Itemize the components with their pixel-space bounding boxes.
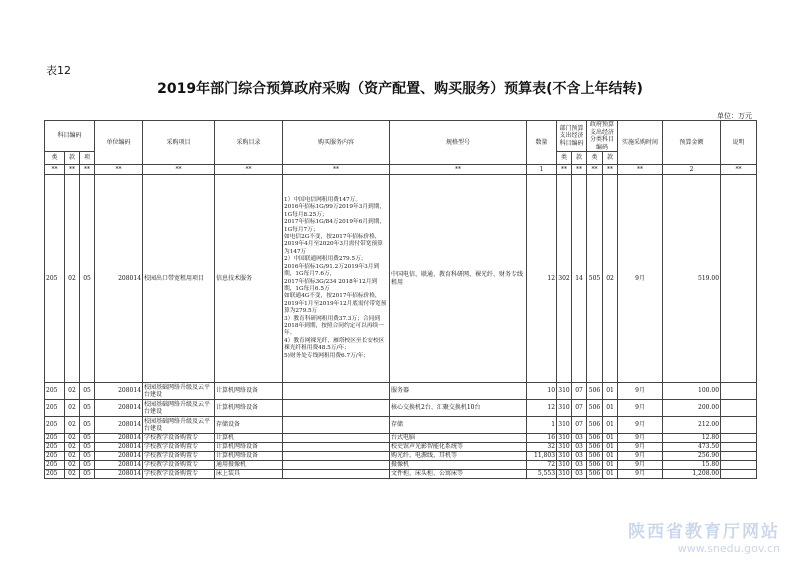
cell-dept-kuan: 03 [572,434,587,443]
cell-dept-kuan: 07 [572,400,587,417]
cell-project: 学校教学设备购置专 [143,443,215,452]
cell-amount: 200.00 [663,400,721,417]
header-project: 采购项目 [143,121,215,165]
cell-unit-code: 208014 [95,443,143,452]
cell-spec: 摄像机 [390,461,527,470]
unit-label: 单位：万元 [717,112,752,120]
cell-xiang: 05 [80,443,95,452]
marker-cell: ** [603,165,618,175]
cell-catalog: 信息技术服务 [215,175,283,383]
header-gov-budget-code: 政府预算支出经济分类科目编码 [587,121,618,152]
header-subject-code: 科目编码 [45,121,95,152]
cell-dept-kuan: 07 [572,383,587,400]
table-row [45,470,757,479]
header-quantity: 数量 [527,121,557,165]
cell-remark [721,383,757,400]
cell-lei: 205 [45,434,65,443]
cell-service-content [283,461,390,470]
watermark-name: 陕西省教育厅网站 [628,522,780,542]
cell-project: 校园基础网络升级及云平台建设 [143,383,215,400]
marker-cell: ** [80,165,95,175]
header-dept-kuan: 款 [572,152,587,165]
cell-implement-time: 9月 [618,470,663,479]
cell-amount: 256.90 [663,452,721,461]
cell-catalog: 计算机网络设备 [215,383,283,400]
cell-kuan: 02 [65,443,80,452]
cell-remark [721,443,757,452]
header-catalog: 采购目录 [215,121,283,165]
marker-cell: ** [557,165,572,175]
cell-spec: 服务器 [390,383,527,400]
cell-dept-kuan: 03 [572,470,587,479]
cell-implement-time: 9月 [618,400,663,417]
cell-unit-code: 208014 [95,452,143,461]
table-row [45,417,757,434]
cell-amount: 473.50 [663,443,721,452]
cell-gov-kuan: 01 [603,417,618,434]
cell-implement-time: 9月 [618,417,663,434]
marker-cell: ** [65,165,80,175]
cell-kuan: 02 [65,417,80,434]
cell-catalog: 存储设备 [215,417,283,434]
cell-dept-lei: 310 [558,470,570,478]
cell-gov-kuan: 01 [603,461,618,470]
cell-spec: 文件柜、床头柜、公寓床等 [390,470,527,479]
cell-dept-kuan: 03 [572,461,587,470]
cell-service-content: 1）中国电信网租用费147万。 2016年招标1G/99万2019年3月到期，1G每月8.25万； 2017年招标1G/84万2019年6月到期，1G每月7万； 如电信2G不变，按2017年招标价格，2019年4月至2020年3月需付带宽预算为147万 2）中国联通网租用费279.5万； 2016年招标1G/91.2万2019年3月到期，1G每月7.6万， 2017年招标3G/234 2018年12月到期，1G每月6.5万 如联通4G不变，按2017年招标价格，2019年1月至2019年12月底需付带宽预算为279.5万 3）教育科研网租用费37.3万；合同到2018年到期，按照合同约定可以再续一年。 4）教育网裸光纤、雁塔校区至长安校区裸光纤租用费48.5万/年； 5)财务处专线网租用费6.7万/年； [283,175,390,383]
cell-xiang: 05 [80,434,95,443]
cell-project: 校园基础网络升级及云平台建设 [143,417,215,434]
cell-remark [721,461,757,470]
cell-spec: 核心交换机2台、汇聚交换机10台 [390,400,527,417]
cell-unit-code: 208014 [95,175,143,383]
table-row [45,461,757,470]
marker-cell: ** [572,165,587,175]
cell-project: 学校教学设备购置专 [143,434,215,443]
cell-gov-lei: 505 [587,175,603,383]
header-implement-time: 实施采购时间 [618,121,663,165]
marker-cell: 2 [663,165,721,175]
cell-spec: 台式电脑 [390,434,527,443]
cell-dept-kuan: 14 [572,175,587,383]
column-index-row [45,165,757,175]
cell-spec: 中国电信、联通、教育科研网、裸光纤、财务专线租用 [390,175,527,383]
cell-lei: 205 [45,452,65,461]
cell-quantity: 1 [527,417,557,434]
cell-gov-kuan: 01 [603,383,618,400]
cell-xiang: 05 [80,470,95,479]
cell-service-content [283,417,390,434]
cell-catalog: 计算机 [215,434,283,443]
cell-remark [721,175,757,383]
header-dept-lei: 类 [557,152,572,165]
cell-gov-kuan: 01 [603,400,618,417]
cell-gov-lei: 506 [587,470,603,479]
header-dept-budget-code: 部门预算支出经济科目编码 [557,121,587,152]
table-row [45,452,757,461]
cell-implement-time: 9月 [618,434,663,443]
header-gov-kuan: 款 [603,152,618,165]
cell-kuan: 02 [65,461,80,470]
budget-table [44,120,757,479]
cell-service-content [283,400,390,417]
cell-service-content [283,443,390,452]
header-gov-lei: 类 [587,152,603,165]
cell-service-content [283,383,390,400]
cell-remark [721,400,757,417]
cell-gov-lei: 506 [587,443,603,452]
cell-gov-lei: 506 [587,417,603,434]
cell-project: 学校教学设备购置专 [143,470,215,479]
cell-xiang: 05 [80,400,95,417]
cell-quantity: 12 [527,400,557,417]
cell-quantity: 72 [527,461,557,470]
header-kuan: 款 [65,152,80,165]
cell-catalog: 计算机网络设备 [215,452,283,461]
cell-remark [721,434,757,443]
cell-dept-lei: 310 [557,383,572,400]
cell-kuan: 02 [65,400,80,417]
cell-service-content [283,434,390,443]
cell-quantity: 11,803 [527,452,557,461]
marker-cell: ** [587,165,603,175]
cell-spec: 校史馆声光影智能化系统等 [390,443,527,452]
cell-implement-time: 9月 [618,461,663,470]
cell-dept-kuan: 03 [572,452,587,461]
cell-implement-time: 9月 [618,452,663,461]
table-row [45,400,757,417]
cell-unit-code: 208014 [95,383,143,400]
marker-cell: ** [283,165,390,175]
cell-spec: 存储 [390,417,527,434]
cell-kuan: 02 [65,470,80,479]
cell-gov-kuan: 01 [603,470,618,479]
cell-kuan: 02 [65,452,80,461]
table-row [45,383,757,400]
cell-implement-time: 9月 [618,383,663,400]
cell-project: 校园出口带宽租用项目 [143,175,215,383]
table-row [45,443,757,452]
cell-amount: 100.00 [663,383,721,400]
cell-xiang: 05 [80,175,95,383]
cell-xiang: 05 [80,417,95,434]
marker-cell: ** [721,165,757,175]
cell-quantity: 10 [527,383,557,400]
cell-amount: 519.00 [663,175,721,383]
marker-cell: ** [215,165,283,175]
cell-dept-lei: 310 [558,443,570,451]
cell-lei: 205 [45,461,65,470]
cell-spec: 购光纤、电源线、耳机等 [390,452,527,461]
header-spec: 规格型号 [390,121,527,165]
cell-xiang: 05 [80,461,95,470]
cell-gov-lei: 506 [587,452,603,461]
cell-remark [721,452,757,461]
header-amount: 预算金额 [663,121,721,165]
cell-dept-lei: 310 [557,417,572,434]
cell-lei: 205 [45,417,65,434]
table-row [45,175,757,383]
cell-gov-lei: 506 [587,461,603,470]
cell-dept-lei: 310 [558,452,570,460]
cell-dept-lei: 302 [557,175,572,383]
cell-unit-code: 208014 [95,400,143,417]
cell-dept-lei: 310 [557,400,572,417]
cell-xiang: 05 [80,452,95,461]
cell-catalog: 床上装具 [215,470,283,479]
header-service-content: 购买服务内容 [283,121,390,165]
cell-unit-code: 208014 [95,434,143,443]
cell-unit-code: 208014 [95,417,143,434]
watermark [628,517,780,555]
cell-catalog: 计算机网络设备 [215,400,283,417]
cell-quantity: 16 [527,434,557,443]
watermark-url: www.snedu.gov.cn [677,542,780,555]
cell-gov-lei: 506 [587,400,603,417]
cell-kuan: 02 [65,383,80,400]
cell-kuan: 02 [65,434,80,443]
cell-dept-lei: 310 [558,434,570,442]
cell-dept-kuan: 07 [572,417,587,434]
marker-cell: ** [143,165,215,175]
marker-cell: ** [390,165,527,175]
cell-lei: 205 [45,383,65,400]
marker-cell: ** [618,165,663,175]
cell-project: 校园基础网络升级及云平台建设 [143,400,215,417]
cell-catalog: 通用摄像机 [215,461,283,470]
cell-gov-kuan: 02 [603,175,618,383]
cell-lei: 205 [45,175,65,383]
cell-gov-lei: 506 [587,383,603,400]
header-xiang: 项 [80,152,95,165]
cell-gov-kuan: 01 [603,434,618,443]
page-title: 2019年部门综合预算政府采购（资产配置、购买服务）预算表(不含上年结转) [157,81,643,97]
header-unit-code: 单位编码 [95,121,143,165]
cell-dept-kuan: 03 [572,443,587,452]
cell-gov-lei: 506 [587,434,603,443]
marker-cell: ** [45,165,65,175]
header-remark: 说明 [721,121,757,165]
cell-implement-time: 9月 [618,443,663,452]
cell-unit-code: 208014 [95,470,143,479]
cell-quantity: 32 [527,443,557,452]
cell-service-content [283,452,390,461]
cell-remark [721,470,757,479]
cell-gov-kuan: 01 [603,452,618,461]
cell-quantity: 12 [527,175,557,383]
cell-catalog: 计算机网络设备 [215,443,283,452]
cell-remark [721,417,757,434]
table-row [45,434,757,443]
cell-kuan: 02 [65,175,80,383]
cell-lei: 205 [45,470,65,479]
cell-amount: 1,208.00 [663,470,721,479]
cell-quantity: 5,553 [527,470,557,479]
cell-amount: 212.00 [663,417,721,434]
marker-cell: 1 [527,165,557,175]
cell-lei: 205 [45,443,65,452]
cell-gov-kuan: 01 [603,443,618,452]
marker-cell: ** [95,165,143,175]
cell-amount: 15.80 [663,461,721,470]
cell-project: 学校教学设备购置专 [143,452,215,461]
table-number: 表12 [46,64,71,77]
cell-service-content [283,470,390,479]
cell-unit-code: 208014 [95,461,143,470]
cell-xiang: 05 [80,383,95,400]
header-lei: 类 [45,152,65,165]
cell-dept-lei: 310 [558,461,570,469]
cell-project: 学校教学设备购置专 [143,461,215,470]
cell-lei: 205 [45,400,65,417]
cell-amount: 12.80 [663,434,721,443]
cell-implement-time: 9月 [618,175,663,383]
